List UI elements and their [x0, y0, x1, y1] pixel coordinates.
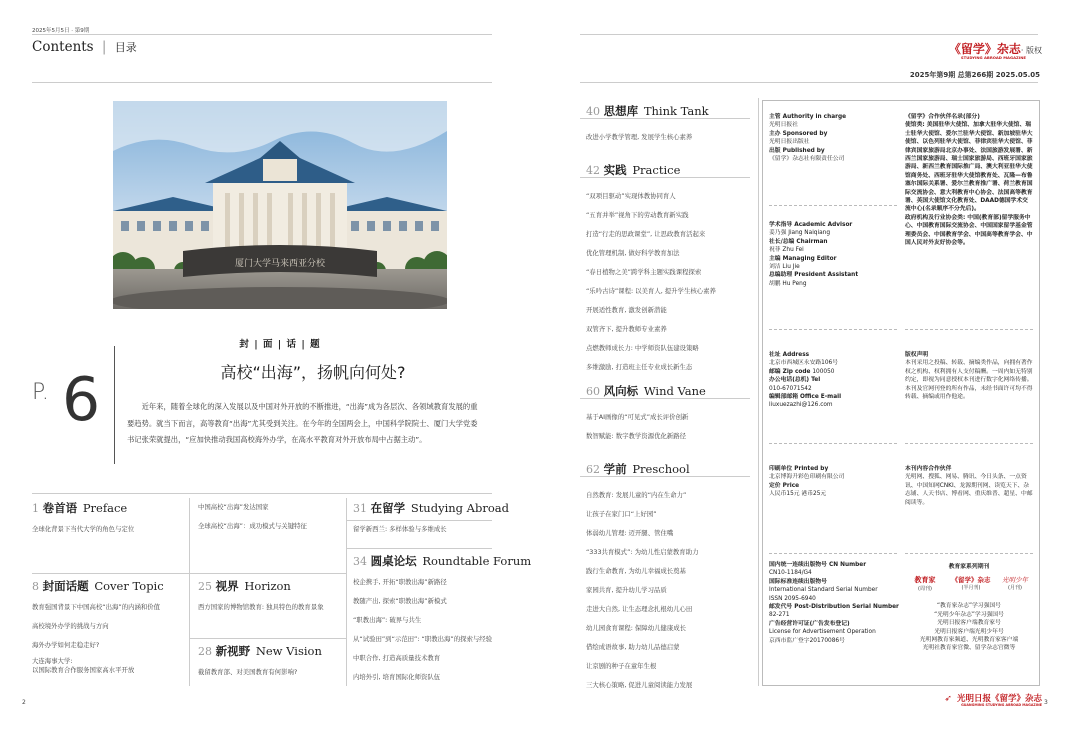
partners-block	[905, 113, 1033, 248]
toc-item[interactable]: “五育并举”视角下的劳动教育新实践	[586, 211, 689, 219]
section-think-tank[interactable]	[586, 103, 756, 143]
section-title-en: New Vision	[255, 644, 322, 658]
content-partners-body: 光明网、搜狐、网易、腾讯、今日头条、一点资讯、中国知网CNKI、龙源期刊网、读览天下、杂志铺、人天书店、博看网、重庆维普、超星、中邮阅读等。	[905, 474, 1033, 506]
toc-item[interactable]: 高校境外办学的挑战与方向	[32, 622, 109, 630]
series-item: “光明少年杂志”学习强国号	[934, 611, 1004, 618]
toc-item[interactable]: 体弱幼儿管理: 迈开腿、管住嘴	[586, 529, 674, 537]
info-value: 北京市西城区永安路106号	[769, 360, 839, 367]
toc-item[interactable]: 校企携手, 开拓“职教出海”新路径	[353, 578, 447, 586]
info-value: 胡鹏 Hu Peng	[769, 280, 807, 287]
toc-item[interactable]: 数智赋能: 数字教学资源优化新路径	[586, 432, 687, 440]
info-value: 北京博海升彩色印刷有限公司	[769, 474, 845, 481]
series-item: “教育家杂志”学习强国号	[937, 603, 1001, 610]
cover-photo	[113, 101, 447, 309]
toc-item[interactable]: 家园共育, 提升幼儿学习品质	[586, 586, 667, 594]
info-label: 定价 Price	[769, 482, 800, 489]
info-value: International Standard Serial Number	[769, 587, 878, 594]
section-cover-topic-cont[interactable]	[198, 502, 344, 532]
content-partners-block	[905, 465, 1033, 507]
info-label: 印刷单位 Printed by	[769, 466, 829, 472]
info-label: 学术指导 Academic Advisor	[769, 222, 853, 228]
toc-item[interactable]: “春日植物之美”跨学科主题实践课程探索	[586, 268, 702, 276]
info-label: 国内统一连续出版物号 CN Number	[769, 562, 867, 568]
section-title-cn: 新视野	[215, 644, 251, 658]
series-item: 光明日报客户端教育家号	[937, 620, 1001, 627]
toc-item[interactable]: 全球高校“出海”：成功模式与关键特征	[198, 522, 307, 530]
toc-item[interactable]: 基于AI画像的“可见式”成长评价创新	[586, 413, 689, 421]
footer-brand	[936, 686, 1042, 707]
toc-item[interactable]: 西方国家的博物馆教育: 独具特色的教育景象	[198, 603, 324, 611]
copyright-info-box	[762, 100, 1040, 686]
toc-item[interactable]: 内培外引, 培育国际化师资队伍	[353, 673, 441, 681]
contents-title: Contents	[32, 39, 94, 55]
series-item: 光明日报客户端光明少年号	[934, 628, 1004, 635]
masthead-suffix: · 版权	[1020, 46, 1042, 55]
toc-item[interactable]: “333共育模式”: 为幼儿性启蒙教育助力	[586, 548, 699, 556]
copyright-body: 本刊采用之投稿、转载、摘编类作品，向拥有著作权之机构、权利拥有人支付稿酬。一周内如无特别约定，即视为同意授权本刊进行数字化网络传播。本刊及官网刊登的所有作品，未经书面许可均不得转载、摘编或用作他途。	[905, 360, 1033, 401]
toc-item[interactable]: 中职合作, 打造高质量技术教育	[353, 654, 441, 662]
toc-item[interactable]: 借绘成语故事, 助力幼儿品德启蒙	[586, 643, 680, 651]
cover-label: 封 | 面 | 话 | 题	[239, 339, 321, 350]
toc-item[interactable]: 打造“行走的思政课堂”, 让思政教育活起来	[586, 230, 706, 238]
info-value: 光明日报社	[769, 122, 798, 129]
toc-item[interactable]: 全球化背景下当代大学的角色与定位	[32, 525, 135, 533]
toc-item[interactable]: 开展适性教育, 激发创新潜能	[586, 306, 667, 314]
toc-item[interactable]: 大连海事大学:	[32, 657, 73, 665]
toc-item[interactable]: 让京剧的种子在童年生根	[586, 662, 657, 670]
info-value: 祝菲 Zhu Fei	[769, 247, 804, 254]
copyright-title: 版权声明	[905, 352, 929, 358]
section-title-cn: 视界	[215, 579, 239, 593]
section-title-cn: 封面话题	[42, 579, 89, 593]
section-title-en: Preschool	[632, 462, 690, 476]
series-block	[905, 563, 1033, 653]
right-page	[540, 0, 1080, 729]
toc-item[interactable]: 中国高校“出海”发达国家	[198, 503, 269, 511]
partners-body: 使馆类: 美国驻华大使馆、加拿大驻华大使馆、瑞士驻华大使馆、爱尔兰驻华大使馆、新加坡驻华大使馆、以色列驻华大使馆、菲律宾驻华大使馆、菲律宾国家旅游局北京办事处、法国旅游发展署、新西兰国家旅游局、瑞士国家旅游局、西班牙国家旅游局、新西兰教育国际推广局、澳大利亚驻华大使馆商务处、西班牙驻华大使馆教育处、瓦隆—布鲁塞尔国际关系署、爱尔兰教育推广署、荷兰教育国际交流协会、意大利教育中心协会、法国高等教育署、英国大使馆文化教育处、DAAD德国学术交流中心(名录顺序不分先后)。	[905, 122, 1033, 213]
partners-body-2: 政府机构及行业协会类: 中国(教育部)留学服务中心、中国教育国际交流协会、中国国家留学基金管理委员会、中国教育学会、中国高等教育学会、中国人民对外友好协会等。	[905, 214, 1033, 247]
contents-title-cn: 目录	[114, 41, 137, 54]
email-value[interactable]: liuxuezazhi@126.com	[769, 402, 833, 409]
toc-item[interactable]: 教随产出, 探索“职教出海”新模式	[353, 597, 447, 605]
info-value: 刘洁 Liu Jie	[769, 264, 800, 271]
toc-item[interactable]: “职教出海”: 破界与共生	[353, 616, 422, 624]
toc-item[interactable]: 优化管理机制, 做好科学教育加法	[586, 249, 680, 257]
section-title-cn: 实践	[603, 163, 627, 177]
section-number: 40	[586, 105, 600, 118]
section-title-en: Think Tank	[643, 104, 709, 118]
footer-brand-text: 光明日报《留学》杂志	[956, 694, 1042, 704]
issue-info: 2025年第9期 总第266期 2025.05.05	[909, 71, 1040, 79]
series-item: 光明社教育家官微、留学杂志官微等	[922, 645, 1016, 652]
info-label: 编辑部邮箱 Office E-mail	[769, 394, 842, 401]
section-number: 62	[586, 463, 600, 476]
toc-item[interactable]: 三大核心策略, 促进儿童阅读能力发展	[586, 681, 693, 689]
toc-item[interactable]: 走进大自然, 让生态理念扎根幼儿心田	[586, 605, 693, 613]
section-horizon[interactable]	[198, 578, 344, 613]
cover-page-prefix: P.	[32, 380, 49, 405]
page-number-right: 3	[1044, 699, 1048, 706]
toc-item[interactable]: 幼儿园食育课程: 保障幼儿健康成长	[586, 624, 687, 632]
series-logo-jiaoyujia: 教育家 (周刊)	[914, 576, 936, 593]
info-label: 主管 Authority in charge	[769, 114, 847, 120]
publisher-block	[769, 113, 897, 163]
contents-heading: Contents | 目录	[32, 39, 137, 55]
toc-item[interactable]: 改进小学教学管理, 发展学生核心素养	[586, 133, 693, 141]
section-number: 42	[586, 164, 600, 177]
series-logo-guangming: 光明少年 (月刊)	[1002, 576, 1028, 592]
toc-item[interactable]: “双项目驱动”实现体教协同育人	[586, 192, 676, 200]
page-number-left: 2	[22, 699, 26, 706]
toc-item[interactable]: 让孩子在家门口“上好园”	[586, 510, 657, 518]
editorial-block	[769, 221, 897, 288]
section-title-en: Horizon	[244, 579, 291, 593]
info-value: 光明日报出版社	[769, 139, 810, 146]
toc-item[interactable]: 截留教育部、对美国教育有何影响?	[198, 668, 298, 676]
toc-item[interactable]: 多维激励, 打造班主任专业成长新生态	[586, 363, 693, 371]
toc-item[interactable]: 从“试验田”到“示范田”: “职教出海”的探索与经验	[353, 635, 493, 643]
info-label: 邮发代号 Post-Distribution Serial Number	[769, 604, 899, 611]
series-logo-liuxue: 《留学》杂志 (半月刊)	[951, 576, 991, 592]
section-cover-topic[interactable]	[32, 578, 188, 675]
section-title-cn: 风向标	[603, 384, 639, 398]
section-title-cn: 在留学	[370, 501, 406, 515]
section-title-cn: 圆桌论坛	[370, 554, 417, 568]
section-number: 25	[198, 580, 212, 593]
info-value: 京西市监广登字20170086号	[769, 637, 845, 644]
partners-title: 《留学》合作伙伴名录(部分)	[905, 114, 980, 120]
info-value: ISSN 2095-6940	[769, 595, 816, 602]
series-title: 教育家系列期刊	[948, 564, 990, 570]
cover-sign-text: 厦门大学马来西亚分校	[234, 259, 326, 269]
section-title-en: Studying Abroad	[410, 501, 509, 515]
info-label: 社长/总编 Chairman	[769, 238, 828, 245]
section-number: 8	[32, 580, 39, 593]
section-title-en: Preface	[82, 501, 128, 515]
serial-block	[769, 561, 905, 645]
toc-item[interactable]: 以国际教育合作服务国家高水平开放	[32, 666, 135, 674]
info-label: 国际标准连续出版物号	[769, 578, 827, 585]
info-label: 邮编 Zip code	[769, 368, 811, 375]
masthead-title: 《留学》杂志	[948, 42, 1021, 56]
toc-item[interactable]: 留学新西兰: 多样体验与多维成长	[353, 525, 447, 533]
masthead	[900, 38, 1042, 60]
info-label: 主编 Managing Editor	[769, 255, 837, 262]
section-number: 31	[353, 502, 367, 515]
info-value: License for Advertisement Operation	[769, 629, 876, 636]
section-new-vision[interactable]	[198, 643, 344, 678]
content-partners-title: 本刊内容合作伙伴	[905, 466, 952, 472]
info-label: 主办 Sponsored by	[769, 130, 828, 137]
masthead-en: STUDYING ABROAD MAGAZINE	[960, 55, 1026, 60]
cover-page-number: 6	[62, 365, 101, 435]
section-title-cn: 卷首语	[42, 501, 78, 515]
info-value: 010-67071542	[769, 385, 812, 392]
info-value: 《留学》杂志社有限责任公司	[769, 156, 845, 163]
info-value: 100050	[812, 368, 835, 375]
section-practice[interactable]	[586, 162, 756, 373]
cover-summary: 近年来，随着全球化的深入发展以及中国对外开放的不断推进，“出海”成为各层次、各领域教育发展的重要趋势。就当下而言，高等教育“出海”尤其受到关注。在今年的全国两会上，中国科学院院士、厦门大学党委书记张荣就提出，“应加快推动我国高校海外办学，在高水平教育对外开放布局中占据主动”。	[127, 402, 478, 444]
section-title-cn: 思想库	[603, 104, 639, 118]
contact-block	[769, 351, 897, 410]
info-label: 广告经营许可证(广告发布登记)	[769, 620, 850, 627]
section-studying-abroad[interactable]	[353, 500, 509, 535]
section-title-en: Practice	[632, 163, 681, 177]
toc-item[interactable]: 教育强国背景下中国高校“出海”的内涵和价值	[32, 603, 161, 611]
toc-item[interactable]: “乐吟古诗”课程: 以美育人, 提升学生核心素养	[586, 287, 716, 295]
info-value: CN10-1184/G4	[769, 570, 812, 577]
issue-date: 2025年5月5日 · 第9期	[32, 28, 90, 34]
footer-brand-en: GUANGMING STUDYING ABROAD MAGAZINE	[961, 703, 1042, 707]
toc-item[interactable]: 点燃教师成长力: 中学师资队伍建设策略	[586, 344, 699, 352]
section-preschool[interactable]	[586, 461, 756, 691]
toc-item[interactable]: 双管齐下, 提升教师专业素养	[586, 325, 667, 333]
info-value: 82-271	[769, 612, 790, 619]
section-roundtable[interactable]	[353, 553, 532, 683]
info-label: 社址 Address	[769, 352, 810, 358]
copyright-block	[905, 351, 1033, 401]
info-label: 出版 Published by	[769, 147, 825, 154]
toc-item[interactable]: 自然教育: 发展儿童的“内在生命力”	[586, 491, 687, 499]
section-title-en: Cover Topic	[94, 579, 164, 593]
info-label: 办公电话(总机) Tel	[769, 377, 821, 384]
toc-item[interactable]: 践行生命教育, 为幼儿幸福成长奠基	[586, 567, 686, 575]
section-title-cn: 学前	[603, 462, 627, 476]
section-number: 60	[586, 385, 600, 398]
footer-logo-icon: ➶	[944, 694, 952, 704]
section-number: 34	[353, 555, 367, 568]
print-block	[769, 465, 897, 499]
series-item: 光明网教育家频道、光明教育家客户端	[919, 637, 1019, 644]
section-number: 28	[198, 645, 212, 658]
toc-item[interactable]: 海外办学如何走稳走好?	[32, 641, 100, 649]
cover-title: 高校“出海”，扬帆向何处?	[220, 363, 406, 382]
section-title-en: Wind Vane	[643, 384, 706, 398]
info-value: 人民币15元 港币25元	[769, 491, 827, 498]
info-label: 总编助理 President Assistant	[769, 272, 859, 279]
section-wind-vane[interactable]	[586, 383, 756, 442]
section-title-en: Roundtable Forum	[422, 554, 532, 568]
section-preface[interactable]	[32, 500, 188, 535]
section-number: 1	[32, 502, 39, 515]
info-value: 姜乃强 Jiang Naiqiang	[769, 230, 830, 237]
